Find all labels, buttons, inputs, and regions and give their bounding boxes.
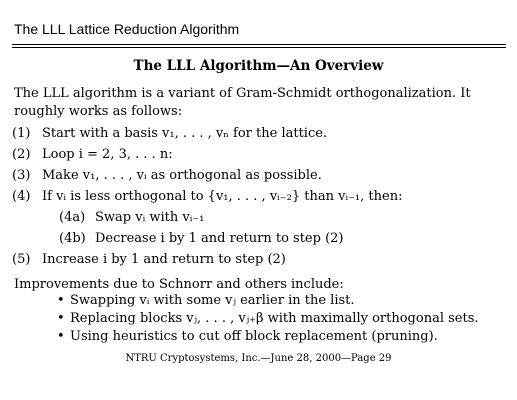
intro-line-2: roughly works as follows: xyxy=(14,104,183,119)
step-text: Increase i by 1 and return to step (2) xyxy=(42,252,286,267)
bullet-icon: • xyxy=(57,311,65,326)
substep-label: (4b) xyxy=(59,231,86,246)
improvement-item: Replacing blocks vⱼ, . . . , vⱼ₊β with maximally orthogonal sets. xyxy=(70,311,479,326)
substep-text: Swap vᵢ with vᵢ₋₁ xyxy=(95,210,205,225)
step-label: (5) xyxy=(12,252,31,267)
bullet-icon: • xyxy=(57,329,65,344)
substep-label: (4a) xyxy=(59,210,86,225)
header-rule-top xyxy=(12,44,506,45)
slide-footer: NTRU Cryptosystems, Inc.—June 28, 2000—Page 29 xyxy=(125,353,392,364)
step-text: Make v₁, . . . , vᵢ as orthogonal as possible. xyxy=(42,168,322,183)
step-text: Start with a basis v₁, . . . , vₙ for the lattice. xyxy=(42,126,328,141)
step-text: If vᵢ is less orthogonal to {v₁, . . . , vᵢ₋₂} than vᵢ₋₁, then: xyxy=(42,189,403,204)
step-text: Loop i = 2, 3, . . . n: xyxy=(42,147,173,162)
header-rule-bottom xyxy=(12,47,506,48)
step-label: (3) xyxy=(12,168,31,183)
step-label: (4) xyxy=(12,189,31,204)
intro-line-1: The LLL algorithm is a variant of Gram-Schmidt orthogonalization. It xyxy=(14,86,471,101)
slide-header-title: The LLL Lattice Reduction Algorithm xyxy=(14,21,240,37)
substep-text: Decrease i by 1 and return to step (2) xyxy=(95,231,344,246)
step-label: (1) xyxy=(12,126,31,141)
bullet-icon: • xyxy=(57,293,65,308)
improvement-item: Swapping vᵢ with some vⱼ earlier in the list. xyxy=(70,293,355,308)
improvement-item: Using heuristics to cut off block replacement (pruning). xyxy=(70,329,438,344)
improvements-heading: Improvements due to Schnorr and others include: xyxy=(14,277,344,292)
step-label: (2) xyxy=(12,147,31,162)
slide-title: The LLL Algorithm—An Overview xyxy=(133,58,384,74)
